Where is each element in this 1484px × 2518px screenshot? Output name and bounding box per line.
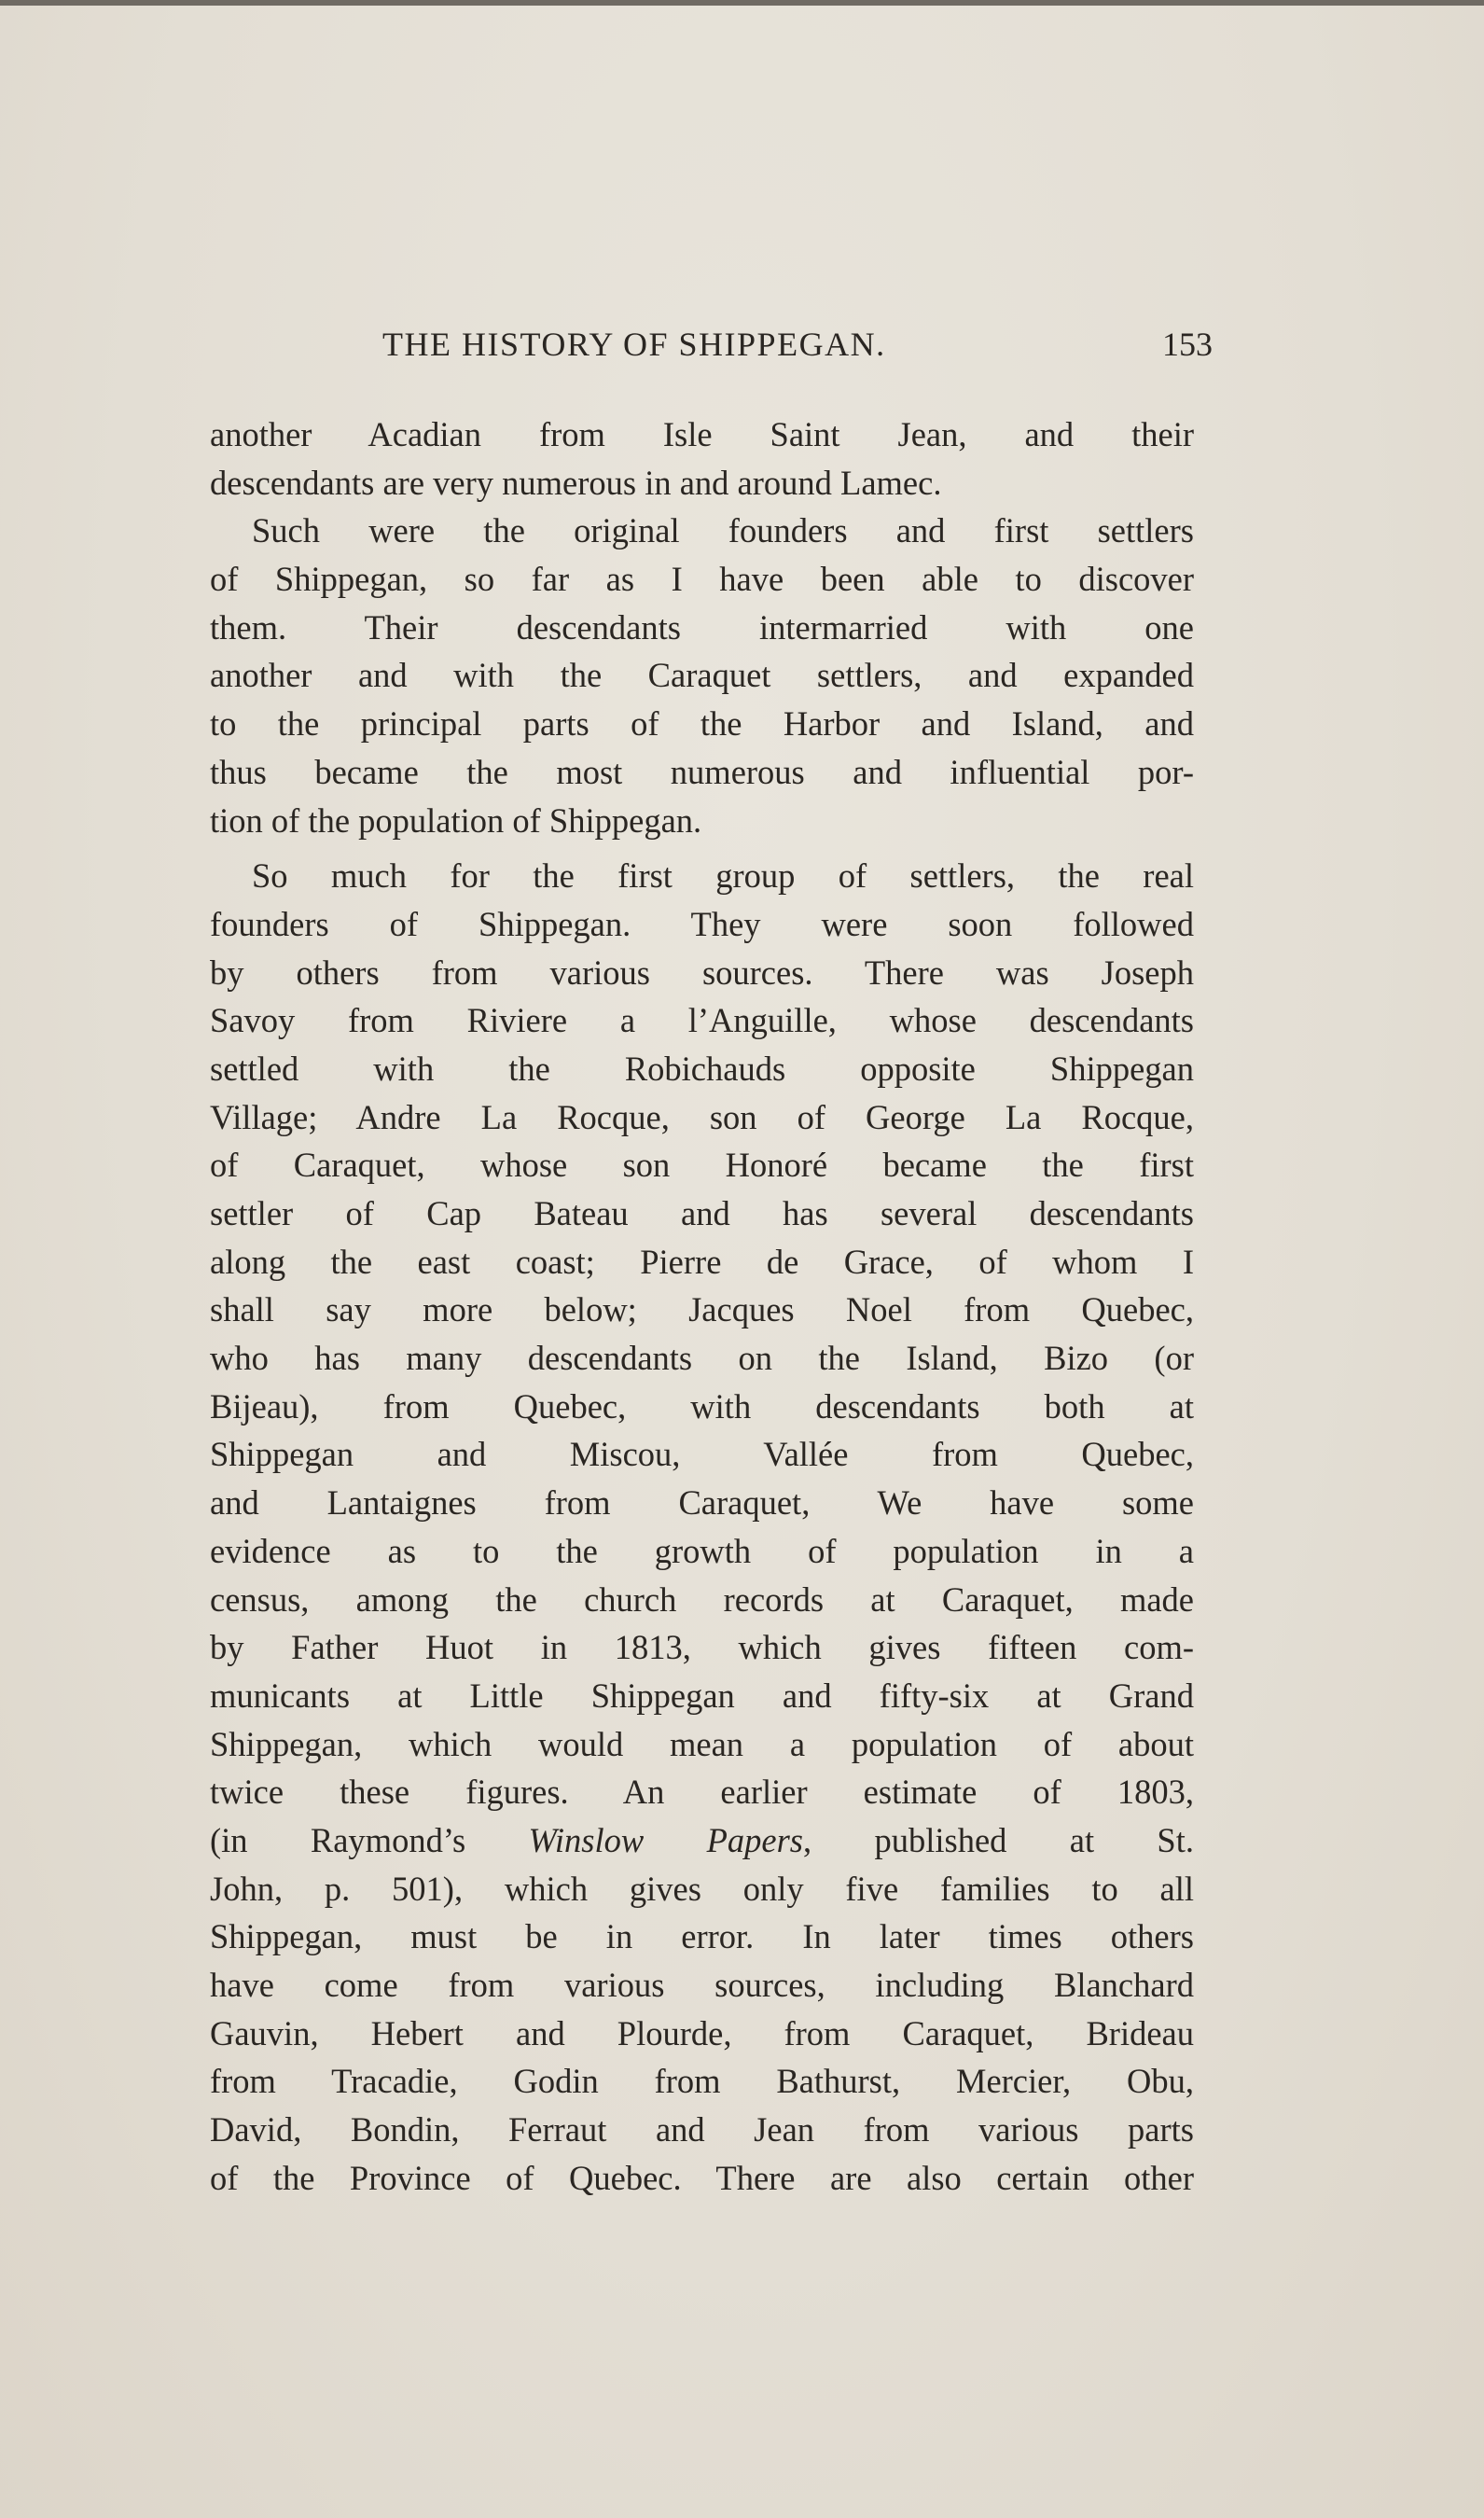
text-line: have come from various sources, including Blanchard: [210, 1966, 1194, 2004]
text-line: Bijeau), from Quebec, with descendants both at: [210, 1386, 1194, 1426]
text-line: Shippegan, must be in error. In later times others: [210, 1917, 1194, 1956]
running-title: THE HISTORY OF SHIPPEGAN.: [382, 326, 886, 363]
body-text: [210, 410, 1194, 2202]
text-line: Shippegan, which would mean a population of about: [210, 1724, 1194, 1763]
running-head: [382, 325, 1213, 371]
text-line: settled with the Robichauds opposite Shippegan: [210, 1049, 1194, 1088]
text-line: Savoy from Riviere a l’Anguille, whose descendants: [210, 1001, 1194, 1040]
text-segment: (in Raymond’s: [210, 1820, 529, 1859]
text-line: Gauvin, Hebert and Plourde, from Caraquet, Brideau: [210, 2013, 1194, 2052]
text-line: tion of the population of Shippegan.: [210, 800, 702, 840]
text-line: along the east coast; Pierre de Grace, of whom I: [210, 1242, 1194, 1281]
text-segment: , published at St.: [803, 1820, 1194, 1859]
text-line: them. Their descendants intermarried with one: [210, 607, 1194, 647]
text-line: founders of Shippegan. They were soon followed: [210, 904, 1194, 943]
text-line: from Tracadie, Godin from Bathurst, Mercier, Obu,: [210, 2062, 1194, 2101]
text-line: Shippegan and Miscou, Vallée from Quebec,: [210, 1435, 1194, 1474]
text-line: and Lantaignes from Caraquet, We have some: [210, 1483, 1194, 1523]
text-line: Village; Andre La Rocque, son of George La Rocque,: [210, 1097, 1194, 1136]
text-line: descendants are very numerous in and around Lamec.: [210, 463, 942, 502]
text-line: of the Province of Quebec. There are also certain other: [210, 2158, 1194, 2197]
text-line: Such were the original founders and first settlers: [252, 511, 1194, 550]
text-line: another and with the Caraquet settlers, and expanded: [210, 656, 1194, 695]
text-line: another Acadian from Isle Saint Jean, and their: [210, 415, 1194, 453]
text-line: census, among the church records at Caraquet, made: [210, 1579, 1194, 1619]
text-line: of Caraquet, whose son Honoré became the first: [210, 1146, 1194, 1185]
text-line: who has many descendants on the Island, Bizo (or: [210, 1339, 1194, 1378]
text-line: So much for the first group of settlers, the real: [252, 856, 1194, 896]
text-line: settler of Cap Bateau and has several descendants: [210, 1194, 1194, 1232]
text-line: John, p. 501), which gives only five families to all: [210, 1869, 1194, 1908]
text-line: municants at Little Shippegan and fifty-six at Grand: [210, 1676, 1194, 1715]
page-number: 153: [1162, 326, 1213, 363]
text-line: shall say more below; Jacques Noel from Quebec,: [210, 1290, 1194, 1329]
italic-title: Winslow Papers: [528, 1820, 803, 1859]
text-line: by Father Huot in 1813, which gives fifteen com-: [210, 1628, 1194, 1667]
text-line: to the principal parts of the Harbor and Island, and: [210, 704, 1194, 744]
text-line: twice these figures. An earlier estimate of 1803,: [210, 1773, 1194, 1812]
text-line: thus became the most numerous and influential por-: [210, 752, 1194, 791]
text-line: by others from various sources. There was Joseph: [210, 953, 1194, 992]
text-line: of Shippegan, so far as I have been able to discover: [210, 560, 1194, 599]
text-line: evidence as to the growth of population in a: [210, 1531, 1194, 1570]
text-line: [210, 1816, 1194, 1865]
text-line: David, Bondin, Ferraut and Jean from various parts: [210, 2110, 1194, 2149]
